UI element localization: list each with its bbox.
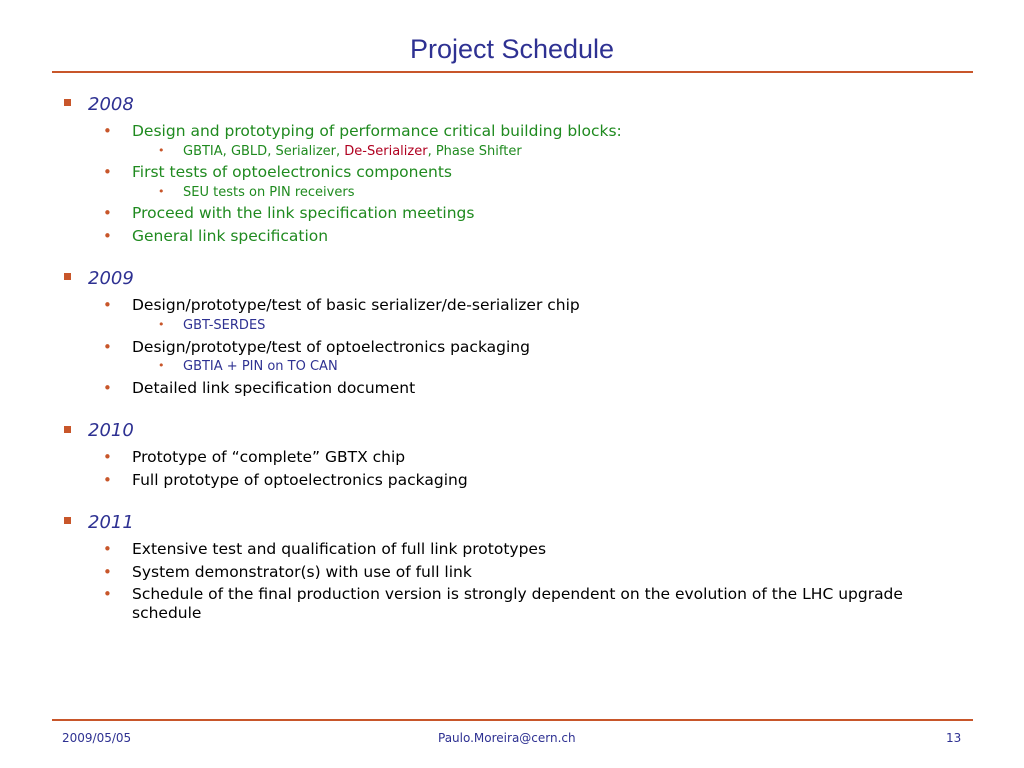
list-item: Design/prototype/test of optoelectronics packaging xyxy=(132,338,530,356)
bullet-icon: • xyxy=(103,204,112,222)
bullet-icon: • xyxy=(103,163,112,181)
list-item: Proceed with the link specification meetings xyxy=(132,204,475,222)
list-item: Prototype of “complete” GBTX chip xyxy=(132,448,406,466)
list-item: First tests of optoelectronics components xyxy=(132,163,452,181)
component-gbtia: GBTIA xyxy=(183,144,223,159)
sub-bullet-icon: • xyxy=(158,185,165,198)
list-item: System demonstrator(s) with use of full link xyxy=(132,563,472,581)
sub-bullet-icon: • xyxy=(158,318,165,331)
component-phase-shifter: Phase Shifter xyxy=(435,144,522,159)
footer-page-number: 13 xyxy=(946,731,962,745)
year-bullet-icon xyxy=(64,99,71,106)
year-heading: 2011 xyxy=(88,512,134,533)
sub-list-item xyxy=(183,144,522,159)
component-de-serializer: De-Serializer xyxy=(344,144,428,159)
year-bullet-icon xyxy=(64,426,71,433)
year-heading: 2008 xyxy=(88,94,134,115)
list-item: Design and prototyping of performance critical building blocks: xyxy=(132,122,622,140)
bullet-icon: • xyxy=(103,585,112,603)
footer-author: Paulo.Moreira@cern.ch xyxy=(438,731,576,745)
component-serializer: Serializer xyxy=(275,144,337,159)
slide-title: Project Schedule xyxy=(409,34,615,64)
list-item: Detailed link specification document xyxy=(132,379,416,397)
footer-divider xyxy=(52,719,973,721)
sub-list-item: GBT-SERDES xyxy=(183,318,266,333)
bullet-icon: • xyxy=(103,471,112,489)
sub-bullet-icon: • xyxy=(158,144,165,157)
separator: , xyxy=(222,144,231,159)
bullet-icon: • xyxy=(103,338,112,356)
bullet-icon: • xyxy=(103,540,112,558)
separator: , xyxy=(427,144,436,159)
year-heading: 2009 xyxy=(88,268,134,289)
sub-list-item: SEU tests on PIN receivers xyxy=(183,185,355,200)
separator: , xyxy=(336,144,345,159)
bullet-icon: • xyxy=(103,448,112,466)
bullet-icon: • xyxy=(103,296,112,314)
bullet-icon: • xyxy=(103,563,112,581)
separator: , xyxy=(267,144,276,159)
list-item: Design/prototype/test of basic serializer/de-serializer chip xyxy=(132,296,580,314)
footer-date: 2009/05/05 xyxy=(62,731,132,745)
year-heading: 2010 xyxy=(88,420,134,441)
year-bullet-icon xyxy=(64,517,71,524)
sub-list-item: GBTIA + PIN on TO CAN xyxy=(183,359,338,374)
list-item: Full prototype of optoelectronics packaging xyxy=(132,471,468,489)
bullet-icon: • xyxy=(103,122,112,140)
year-bullet-icon xyxy=(64,273,71,280)
list-item: Schedule of the final production version is strongly dependent on the evolution of the LHC upgrade schedule xyxy=(132,585,903,622)
list-item: General link specification xyxy=(132,227,329,245)
sub-bullet-icon: • xyxy=(158,359,165,372)
bullet-icon: • xyxy=(103,227,112,245)
list-item: Extensive test and qualification of full link prototypes xyxy=(132,540,547,558)
bullet-icon: • xyxy=(103,379,112,397)
component-gbld: GBLD xyxy=(230,144,268,159)
